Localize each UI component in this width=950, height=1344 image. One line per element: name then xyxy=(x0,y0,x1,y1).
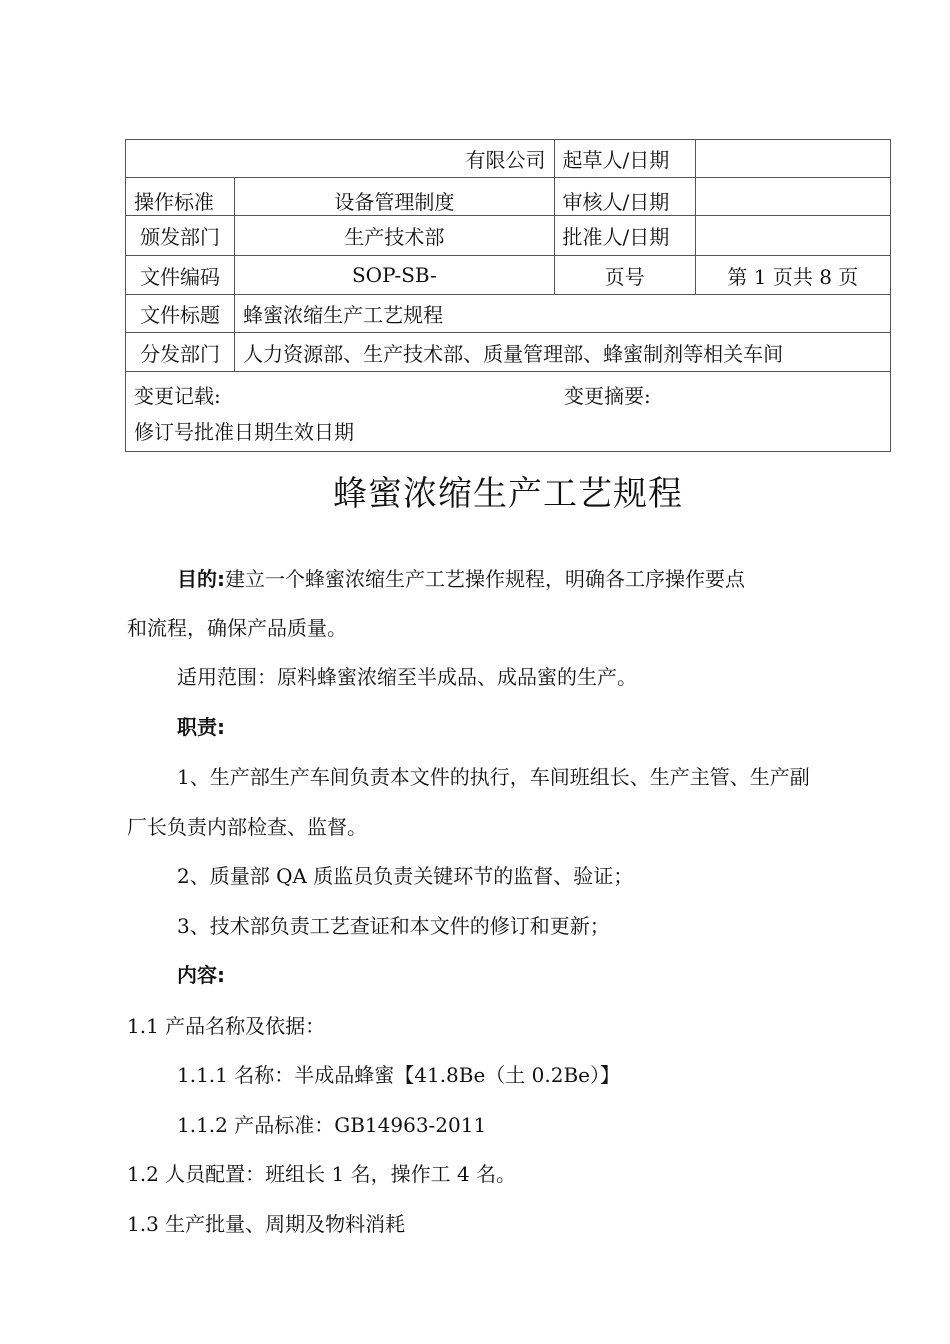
distribution-value: 人力资源部、生产技术部、质量管理部、蜂蜜制剂等相关车间 xyxy=(235,333,891,372)
section-1-2: 1.2 人员配置：班组长 1 名，操作工 4 名。 xyxy=(127,1162,517,1186)
duty-item-3: 3、技术部负责工艺查证和本文件的修订和更新； xyxy=(177,914,610,938)
content-heading: 内容: xyxy=(177,963,225,987)
reviewer-value xyxy=(695,178,890,216)
header-row-dept xyxy=(126,216,891,256)
standard-value: 设备管理制度 xyxy=(235,178,554,216)
purpose-text-1: 建立一个蜂蜜浓缩生产工艺操作规程，明确各工序操作要点 xyxy=(225,567,745,591)
header-row-code xyxy=(126,256,891,295)
header-row-title xyxy=(126,295,891,333)
company-name: 有限公司 xyxy=(126,140,555,178)
header-row-standard xyxy=(126,178,891,216)
page-value: 第 1 页共 8 页 xyxy=(695,256,890,295)
reviewer-label: 审核人/日期 xyxy=(554,178,695,216)
change-cell xyxy=(126,372,891,452)
drafter-value xyxy=(695,140,890,178)
purpose-line-2: 和流程，确保产品质量。 xyxy=(127,616,347,640)
section-1-1-2: 1.1.2 产品标准：GB14963-2011 xyxy=(177,1113,487,1137)
standard-label: 操作标准 xyxy=(126,178,235,216)
duty-item-1-line-1: 1、生产部生产车间负责本文件的执行，车间班组长、生产主管、生产副 xyxy=(177,765,810,789)
header-row-changes xyxy=(126,372,891,452)
approver-label: 批准人/日期 xyxy=(554,216,695,256)
page-label: 页号 xyxy=(554,256,695,295)
dept-value: 生产技术部 xyxy=(235,216,554,256)
purpose-label: 目的: xyxy=(177,567,225,591)
header-row-distribution xyxy=(126,333,891,372)
distribution-label: 分发部门 xyxy=(126,333,235,372)
change-summary-label: 变更摘要: xyxy=(564,383,651,408)
duty-heading: 职责: xyxy=(177,715,225,739)
header-row-company xyxy=(126,140,891,178)
duty-item-2: 2、质量部 QA 质监员负责关键环节的监督、验证； xyxy=(177,864,634,888)
code-value: SOP-SB- xyxy=(235,256,554,295)
revision-line: 修订号批准日期生效日期 xyxy=(134,419,354,444)
document-header-table xyxy=(125,139,891,452)
drafter-label: 起草人/日期 xyxy=(554,140,695,178)
code-label: 文件编码 xyxy=(126,256,235,295)
purpose-line-1 xyxy=(177,563,745,592)
section-1-1: 1.1 产品名称及依据： xyxy=(127,1014,326,1038)
document-title: 蜂蜜浓缩生产工艺规程 xyxy=(333,474,683,514)
section-1-3: 1.3 生产批量、周期及物料消耗 xyxy=(127,1212,406,1236)
title-label: 文件标题 xyxy=(126,295,235,333)
section-1-1-1: 1.1.1 名称：半成品蜂蜜【41.8Be（土 0.2Be）】 xyxy=(177,1063,621,1087)
approver-value xyxy=(695,216,890,256)
scope-paragraph: 适用范围：原料蜂蜜浓缩至半成品、成品蜜的生产。 xyxy=(177,665,637,689)
dept-label: 颁发部门 xyxy=(126,216,235,256)
change-record-label: 变更记载: xyxy=(134,383,221,408)
title-value: 蜂蜜浓缩生产工艺规程 xyxy=(235,295,891,333)
duty-item-1-line-2: 厂长负责内部检查、监督。 xyxy=(127,815,367,839)
